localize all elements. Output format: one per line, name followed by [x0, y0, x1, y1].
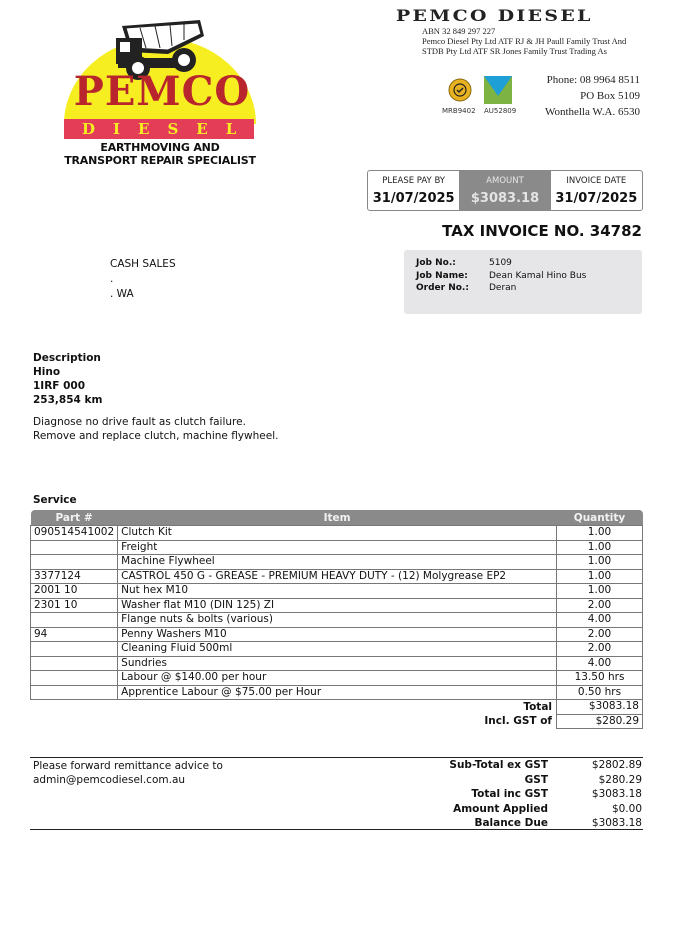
cell-part — [31, 656, 118, 671]
remittance-note — [33, 759, 223, 787]
gst-label: Incl. GST of — [484, 714, 552, 727]
cell-qty: 1.00 — [557, 569, 643, 584]
remit-line-1: Please forward remittance advice to — [33, 760, 223, 772]
summary-label: Total inc GST — [471, 788, 548, 800]
accreditation-badges — [442, 74, 520, 118]
summary-label: GST — [524, 773, 548, 786]
cell-qty: 2.00 — [557, 598, 643, 613]
cell-item: Nut hex M10 — [118, 584, 557, 599]
summary-value: $3083.18 — [591, 817, 642, 829]
vehicle-make: Hino — [33, 366, 61, 378]
customer-name: CASH SALES — [110, 258, 176, 270]
cell-item: Machine Flywheel — [118, 555, 557, 570]
entity-line-2: STDB Pty Ltd ATF SR Jones Family Trust Trading As — [422, 46, 607, 56]
summary-row — [400, 758, 642, 773]
cell-item: Clutch Kit — [118, 526, 557, 541]
summary-row — [400, 787, 642, 802]
footer-bottom-rule — [30, 829, 643, 830]
logo-word: PEMCO — [73, 68, 251, 115]
summary-row — [400, 773, 642, 788]
entity-line-1: Pemco Diesel Pty Ltd ATF RJ & JH Paull Family Trust And — [422, 36, 627, 46]
cell-part — [31, 540, 118, 555]
amount-cell — [459, 171, 550, 210]
pay-by-cell — [368, 171, 459, 210]
summary-value: $3083.18 — [591, 788, 642, 800]
invoice-date-label: INVOICE DATE — [566, 176, 627, 186]
cell-part: 2301 10 — [31, 598, 118, 613]
cell-part: 090514541002 — [31, 526, 118, 541]
cell-qty: 2.00 — [557, 627, 643, 642]
service-heading: Service — [33, 494, 77, 506]
total-label: Total — [523, 700, 552, 713]
customer-address — [110, 257, 176, 302]
customer-line-3: . WA — [110, 288, 134, 300]
amount-value: $3083.18 — [470, 191, 540, 206]
cell-item: Washer flat M10 (DIN 125) ZI — [118, 598, 557, 613]
cell-qty: 4.00 — [557, 613, 643, 628]
job-name-row — [416, 270, 642, 283]
table-row — [31, 598, 643, 613]
order-no: Deran — [489, 283, 517, 293]
remit-email: admin@pemcodiesel.com.au — [33, 774, 186, 786]
cell-qty: 1.00 — [557, 540, 643, 555]
licensed-badge-icon — [448, 78, 472, 102]
logo-sub: DIESEL — [82, 120, 255, 138]
table-row — [31, 526, 643, 541]
invoice-date-cell — [551, 171, 642, 210]
job-info-box — [404, 250, 642, 314]
job-name-label: Job Name: — [416, 270, 468, 281]
gst-value: $280.29 — [557, 714, 643, 729]
summary-row — [400, 802, 642, 817]
description-heading: Description — [33, 352, 101, 364]
cell-part — [31, 671, 118, 686]
odometer: 253,854 km — [33, 394, 103, 406]
description-note-1: Diagnose no drive fault as clutch failure. — [33, 416, 246, 428]
invoice-title: TAX INVOICE NO. 34782 — [442, 222, 642, 240]
tagline-line-2: TRANSPORT REPAIR SPECIALIST — [64, 154, 256, 167]
cell-qty: 1.00 — [557, 584, 643, 599]
tagline-line-1: EARTHMOVING AND — [100, 141, 220, 154]
cell-item: Cleaning Fluid 500ml — [118, 642, 557, 657]
cell-part: 3377124 — [31, 569, 118, 584]
cell-part: 94 — [31, 627, 118, 642]
summary-value: $0.00 — [611, 802, 642, 815]
po-box: PO Box 5109 — [580, 90, 640, 102]
vehicle-rego: 1IRF 000 — [33, 380, 86, 392]
service-table — [30, 510, 643, 729]
job-description — [33, 351, 278, 443]
customer-line-2: . — [110, 273, 114, 285]
col-qty: Quantity — [557, 510, 643, 526]
pay-by-label: PLEASE PAY BY — [382, 176, 446, 186]
cell-part: 2001 10 — [31, 584, 118, 599]
table-header — [31, 510, 643, 526]
cell-qty: 0.50 hrs — [557, 685, 643, 700]
table-row — [31, 627, 643, 642]
table-row — [31, 584, 643, 599]
cell-qty: 1.00 — [557, 526, 643, 541]
cell-item: Freight — [118, 540, 557, 555]
badge-au: AU52809 — [484, 107, 517, 115]
locality: Wonthella W.A. 6530 — [544, 106, 640, 118]
cell-item: Apprentice Labour @ $75.00 per Hour — [118, 685, 557, 700]
job-no: 5109 — [489, 258, 512, 268]
job-no-label: Job No.: — [416, 258, 456, 268]
company-tagline — [62, 141, 258, 167]
cell-item: Sundries — [118, 656, 557, 671]
summary-value: $280.29 — [598, 773, 642, 786]
col-part: Part # — [31, 510, 118, 526]
cell-item: Flange nuts & bolts (various) — [118, 613, 557, 628]
summary-label: Balance Due — [474, 817, 548, 829]
badge-mrb: MRB9402 — [442, 107, 476, 115]
gst-row — [31, 714, 643, 729]
cell-part — [31, 685, 118, 700]
cell-qty: 13.50 hrs — [557, 671, 643, 686]
invoice-summary — [400, 758, 642, 831]
phone: Phone: 08 9964 8511 — [546, 74, 640, 86]
cell-item: CASTROL 450 G - GREASE - PREMIUM HEAVY DUTY - (12) Molygrease EP2 — [118, 569, 557, 584]
order-no-row — [416, 282, 642, 295]
summary-value: $2802.89 — [591, 759, 642, 771]
cell-qty: 4.00 — [557, 656, 643, 671]
cell-part — [31, 642, 118, 657]
col-item: Item — [118, 510, 557, 526]
cell-qty: 2.00 — [557, 642, 643, 657]
table-row — [31, 613, 643, 628]
table-row — [31, 642, 643, 657]
total-value: $3083.18 — [557, 700, 643, 715]
brand-name: PEMCO DIESEL — [396, 6, 593, 25]
table-row — [31, 569, 643, 584]
cell-qty: 1.00 — [557, 555, 643, 570]
table-row — [31, 656, 643, 671]
job-name: Dean Kamal Hino Bus — [489, 270, 587, 281]
description-note-2: Remove and replace clutch, machine flywheel. — [33, 430, 279, 442]
table-row — [31, 685, 643, 700]
order-no-label: Order No.: — [416, 283, 469, 293]
contact-details — [520, 72, 640, 120]
invoice-date: 31/07/2025 — [555, 191, 638, 206]
table-row — [31, 555, 643, 570]
total-row — [31, 700, 643, 715]
abn: ABN 32 849 297 227 — [422, 26, 496, 36]
quality-cert-icon — [484, 76, 514, 104]
cell-part — [31, 613, 118, 628]
company-details — [422, 26, 626, 56]
payment-summary-box — [367, 170, 643, 211]
cell-part — [31, 555, 118, 570]
amount-label: AMOUNT — [486, 176, 524, 186]
table-row — [31, 540, 643, 555]
table-row — [31, 671, 643, 686]
job-no-row — [416, 257, 642, 270]
summary-label: Amount Applied — [453, 802, 548, 815]
summary-label: Sub-Total ex GST — [449, 759, 548, 771]
cell-item: Penny Washers M10 — [118, 627, 557, 642]
cell-item: Labour @ $140.00 per hour — [118, 671, 557, 686]
pay-by-date: 31/07/2025 — [372, 191, 455, 206]
